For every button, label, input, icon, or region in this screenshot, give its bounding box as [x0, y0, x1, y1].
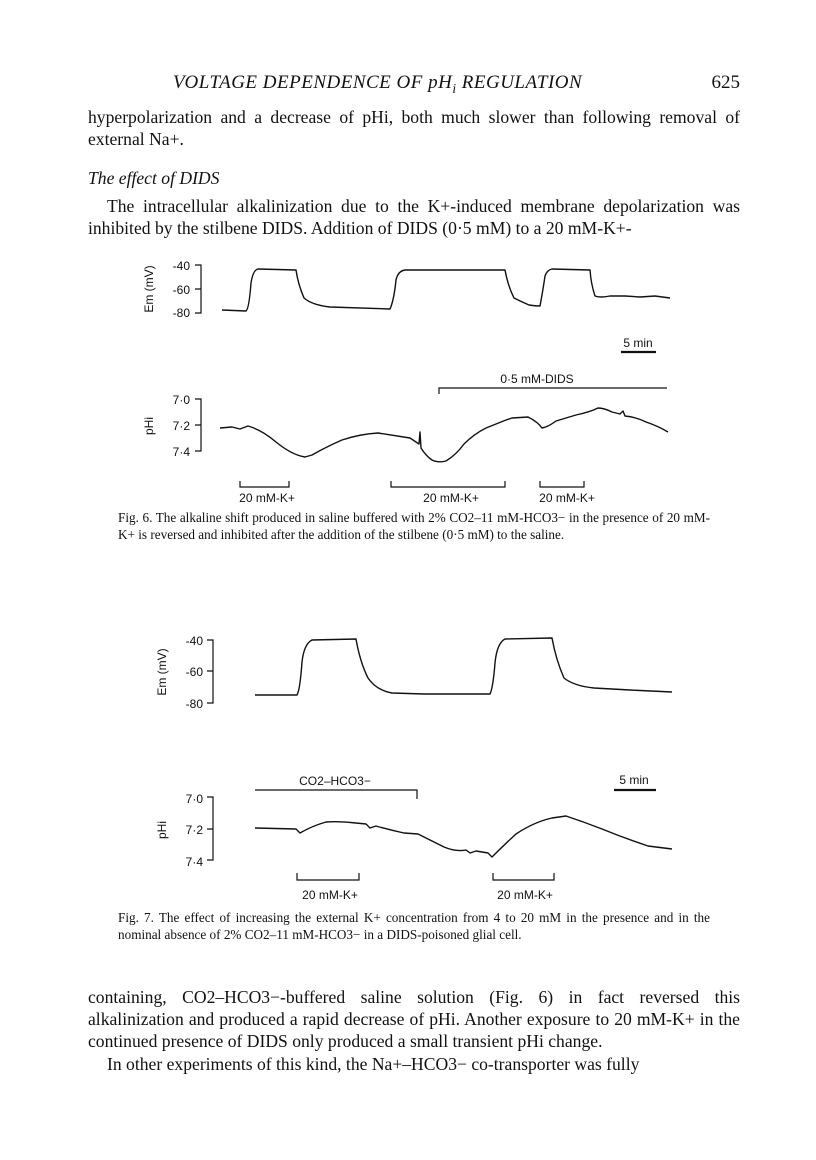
fig7-em-axis: [155, 634, 213, 711]
paragraph-4: [88, 1053, 740, 1075]
paragraph-1: [88, 106, 740, 150]
fig6-ph-axis: [142, 393, 201, 459]
fig6-em-tick-3: -80: [172, 306, 190, 320]
section-heading: The effect of DIDS: [88, 168, 220, 188]
fig7-em-label: Em (mV): [155, 648, 169, 696]
fig6-em-tick-1: -40: [172, 259, 190, 273]
fig6-scale-label: 5 min: [623, 336, 653, 350]
fig7-ph-label: pHi: [155, 820, 169, 840]
fig6-em-axis: [142, 259, 201, 320]
fig7-em-tick-2: -60: [185, 665, 203, 679]
fig7-co2-bar: [255, 790, 417, 799]
fig7-ph-trace: [255, 816, 672, 857]
fig7-em-trace: [255, 638, 672, 695]
paragraph-2: [88, 195, 740, 239]
fig6-em-label: Em (mV): [142, 265, 156, 313]
fig6-k-bracket-3: [540, 481, 584, 487]
fig7-em-tick-3: -80: [185, 697, 203, 711]
fig6-ph-tick-2: 7·2: [172, 419, 190, 433]
fig7-ph-tick-3: 7·4: [185, 855, 203, 869]
fig7-ph-axis: [155, 792, 213, 869]
fig6-ph-tick-1: 7·0: [172, 393, 190, 407]
figure-6: [0, 245, 816, 513]
fig6-k-label-1: 20 mM-K+: [239, 491, 295, 505]
figure-7: [0, 625, 816, 910]
fig6-caption: Fig. 6. The alkaline shift produced in saline buffered with 2% CO2–11 mM-HCO3− in the presence of 20 mM-K+ is reversed and inhibited after the addition of the stilbene (0·5 mM) to the saline.: [118, 510, 710, 542]
fig7-k-bracket-2: [493, 873, 554, 880]
paragraph-2-text: The intracellular alkalinization due to the K+-induced membrane depolarization was inhibited by the stilbene DIDS. Addition of DIDS (0·5 mM) to a 20 mM-K+-: [88, 196, 740, 238]
page-number: 625: [711, 72, 740, 93]
fig7-co2-label: CO2–HCO3−: [299, 774, 371, 788]
paragraph-3-text: containing, CO2–HCO3−-buffered saline solution (Fig. 6) in fact reversed this alkalinization and produced a rapid decrease of pHi. Another exposure to 20 mM-K+ in the continued presence of DIDS only produced a small transient pHi change.: [88, 987, 740, 1051]
paragraph-3: [88, 986, 740, 1052]
fig6-dids-bar: [439, 388, 667, 394]
fig7-ph-tick-2: 7·2: [185, 823, 203, 837]
fig7-scale-label: 5 min: [619, 773, 649, 787]
fig6-ph-tick-3: 7·4: [172, 445, 190, 459]
paragraph-1-text: hyperpolarization and a decrease of pHi, both much slower than following removal of external Na+.: [88, 107, 740, 149]
fig6-k-label-3: 20 mM-K+: [539, 491, 595, 505]
fig6-k-label-2: 20 mM-K+: [423, 491, 479, 505]
fig6-dids-label: 0·5 mM-DIDS: [500, 372, 574, 386]
fig7-k-label-2: 20 mM-K+: [497, 888, 553, 902]
fig7-em-tick-1: -40: [185, 634, 203, 648]
running-title: VOLTAGE DEPENDENCE OF $pH_i$ REGULATION: [173, 72, 583, 96]
fig6-em-trace: [222, 269, 670, 311]
fig7-caption: Fig. 7. The effect of increasing the external K+ concentration from 4 to 20 mM in the presence and in the nominal absence of 2% CO2–11 mM-HCO3− in a DIDS-poisoned glial cell.: [118, 910, 710, 942]
fig6-k-bracket-2: [391, 481, 505, 487]
fig7-k-label-1: 20 mM-K+: [302, 888, 358, 902]
fig6-ph-trace: [220, 408, 668, 462]
fig6-k-bracket-1: [240, 481, 289, 487]
running-header: [88, 72, 740, 98]
fig6-ph-label: pHi: [142, 416, 156, 436]
paragraph-4-text: In other experiments of this kind, the Na+–HCO3− co-transporter was fully: [107, 1054, 640, 1074]
fig7-k-bracket-1: [297, 873, 359, 880]
fig7-ph-tick-1: 7·0: [185, 792, 203, 806]
fig6-em-tick-2: -60: [172, 283, 190, 297]
